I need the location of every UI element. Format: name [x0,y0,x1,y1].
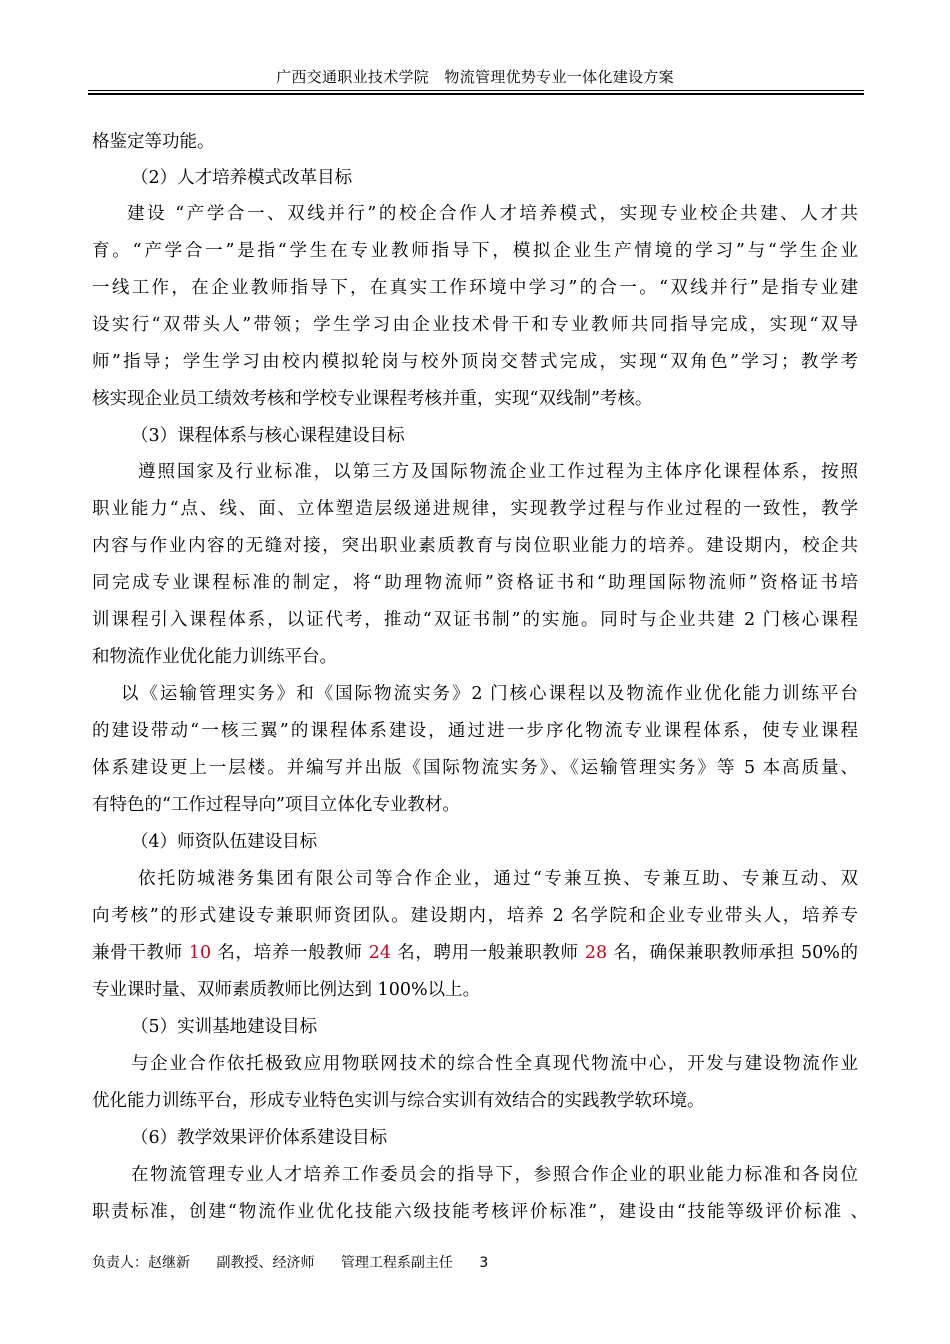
section-heading: （5）实训基地建设目标 [131,1017,318,1037]
text-line-with-numbers [92,939,858,964]
text-line: 格鉴定等功能。 [92,132,215,152]
highlight-number: 10 [188,943,212,963]
text-line: 师”指导；学生学习由校内模拟轮岗与校外顶岗交替式完成，实现“双角色”学习；教学考 [92,352,858,372]
text-line: 向考核”的形式建设专兼职师资团队。建设期内，培养 2 名学院和企业专业带头人，培养专 [92,906,859,926]
text-line: 职业能力“点、线、面、立体塑造层级递进规律，实现教学过程与作业过程的一致性，教学 [92,499,858,519]
text-line: 专业课时量、双师素质教师比例达到 100%以上。 [92,980,481,1000]
text-segment: 兼骨干教师 [92,943,189,963]
text-line: 有特色的“工作过程导向”项目立体化专业教材。 [92,795,460,815]
highlight-number: 28 [584,943,608,963]
text-line: 体系建设更上一层楼。并编写并出版《国际物流实务》、《运输管理实务》等 5 本高质量、 [92,758,858,778]
text-line: 以《运输管理实务》和《国际物流实务》2 门核心课程以及物流作业优化能力训练平台 [121,684,858,704]
page-header: 广西交通职业技术学院 物流管理优势专业一体化建设方案 [276,68,674,86]
text-line: 依托防城港务集团有限公司等合作企业，通过“专兼互换、专兼互助、专兼互动、双 [138,869,858,889]
text-segment: 名，聘用一般兼职教师 [391,943,585,963]
text-line: 内容与作业内容的无缝对接，突出职业素质教育与岗位职业能力的培养。建设期内，校企共 [92,536,858,556]
footer-dept: 管理工程系副主任 [340,1255,453,1271]
text-line: 核实现企业员工绩效考核和学校专业课程考核并重，实现“双线制”考核。 [92,389,653,409]
header-rule [88,90,864,91]
text-line: 与企业合作依托极致应用物联网技术的综合性全真现代物流中心，开发与建设物流作业 [131,1054,858,1074]
section-heading: （6）教学效果评价体系建设目标 [131,1128,388,1148]
text-line: 在物流管理专业人才培养工作委员会的指导下，参照合作企业的职业能力标准和各岗位 [131,1165,858,1185]
text-line: 育。“产学合一”是指“学生在专业教师指导下，模拟企业生产情境的学习”与“学生企业 [92,241,858,261]
text-segment: 名，确保兼职教师承担 50%的 [607,943,859,963]
text-line: 同完成专业课程标准的制定，将“助理物流师”资格证书和“助理国际物流师”资格证书培 [92,573,858,593]
page-footer [92,1252,510,1272]
section-heading: （2）人才培养模式改革目标 [131,168,353,188]
footer-titles: 副教授、经济师 [216,1255,315,1271]
section-heading: （3）课程体系与核心课程建设目标 [131,426,405,446]
footer-person: 负责人：赵继新 [92,1255,190,1271]
page-number: 3 [479,1255,489,1271]
text-line: 和物流作业优化能力训练平台。 [92,647,337,667]
text-line: 遵照国家及行业标准，以第三方及国际物流企业工作过程为主体序化课程体系，按照 [138,462,858,482]
text-line: 训课程引入课程体系，以证代考，推动“双证书制”的实施。同时与企业共建 2 门核心课程 [92,610,858,630]
text-line: 一线工作，在企业教师指导下，在真实工作环境中学习”的合一。“双线并行”是指专业建 [92,278,858,298]
text-line: 职责标准，创建“物流作业优化技能六级技能考核评价标准”，建设由“技能等级评价标准 、 [92,1202,868,1222]
highlight-number: 24 [368,943,392,963]
text-line: 设实行“双带头人”带领；学生学习由企业技术骨干和专业教师共同指导完成，实现“双导 [92,315,858,335]
text-line: 建设 “产学合一、双线并行”的校企合作人才培养模式，实现专业校企共建、人才共 [127,204,858,224]
text-segment: 名，培养一般教师 [211,943,369,963]
header-rule-thick [88,93,864,95]
section-heading: （4）师资队伍建设目标 [131,832,318,852]
text-line: 优化能力训练平台，形成专业特色实训与综合实训有效结合的实践教学软环境。 [92,1091,705,1111]
text-line: 的建设带动“一核三翼”的课程体系建设，通过进一步序化物流专业课程体系，使专业课程 [92,721,858,741]
